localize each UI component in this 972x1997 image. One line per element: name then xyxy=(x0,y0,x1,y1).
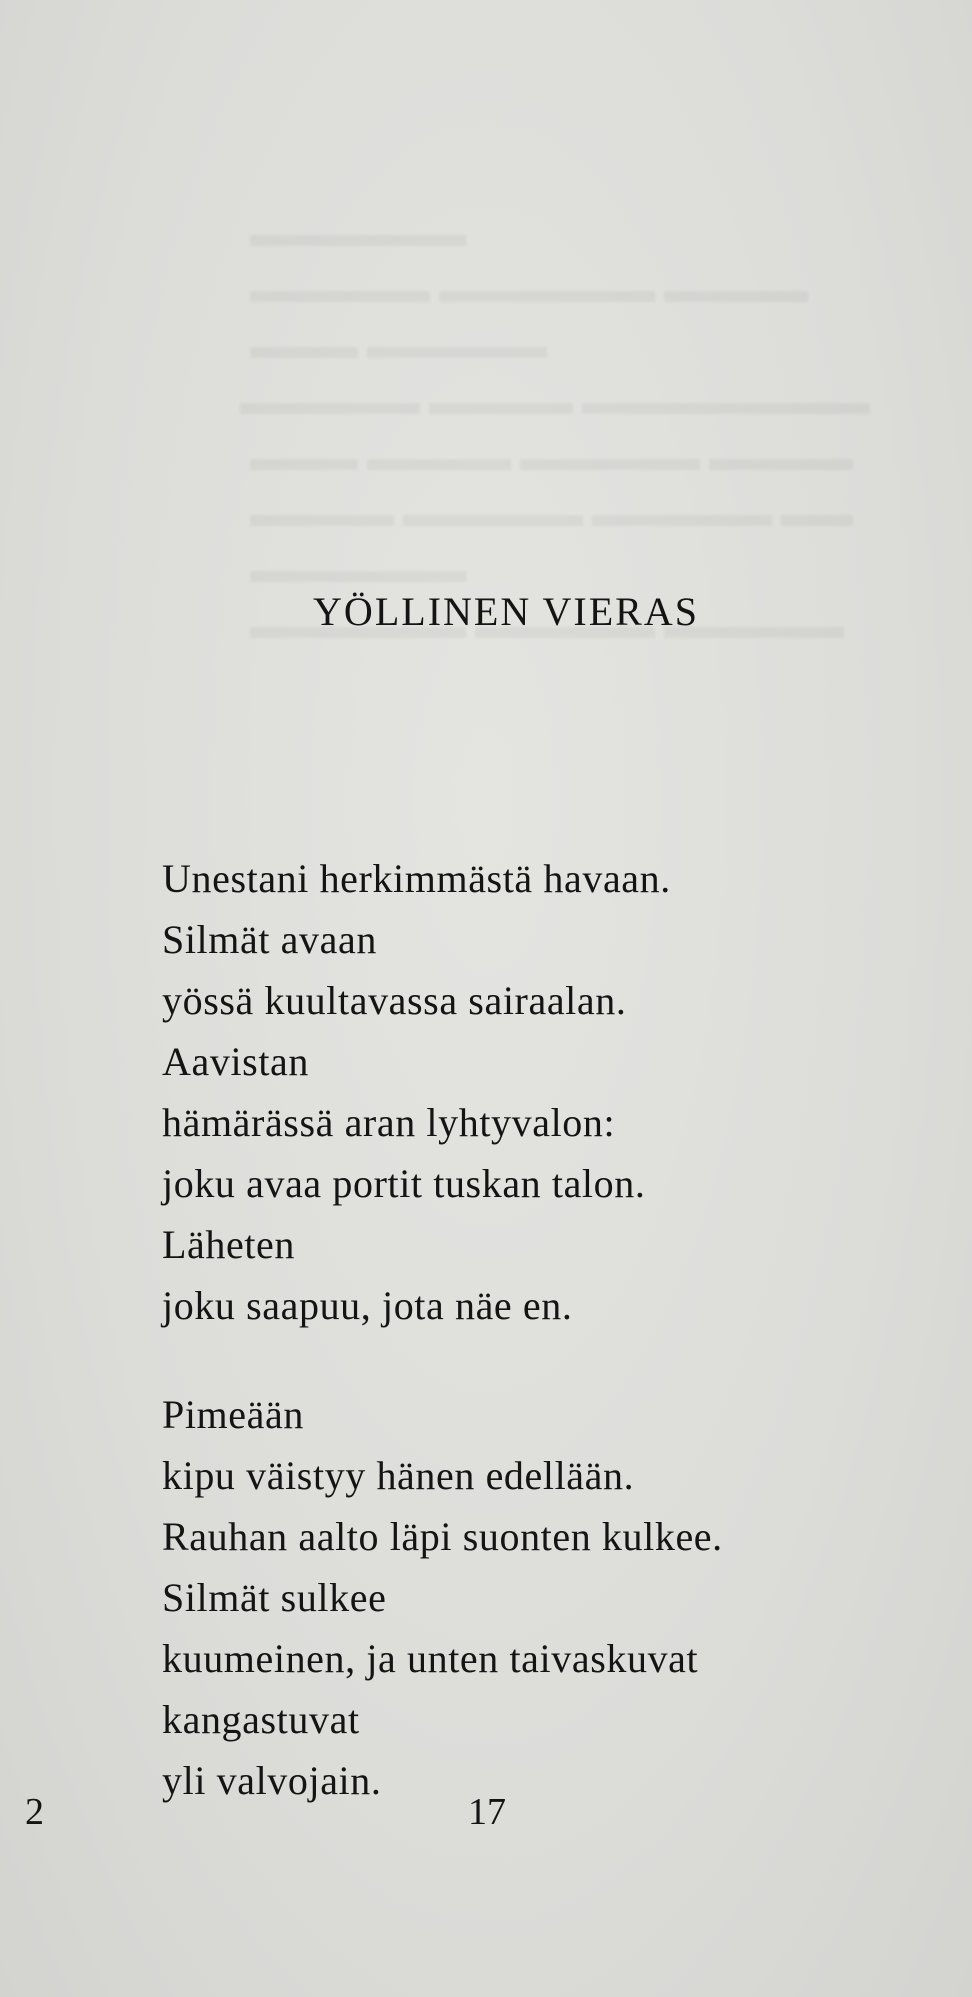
poem-line: joku avaa portit tuskan talon. xyxy=(162,1161,646,1206)
signature-mark: 2 xyxy=(25,1791,44,1833)
poem-line: Pimeään xyxy=(162,1392,304,1437)
poem-line: kuumeinen, ja unten taivaskuvat xyxy=(162,1636,699,1681)
poem-line: kipu väistyy hänen edellään. xyxy=(162,1453,635,1498)
stanza-2 xyxy=(162,1384,723,1811)
poem-line: Silmät sulkee xyxy=(162,1575,387,1620)
poem-line: kangastuvat xyxy=(162,1697,360,1742)
poem-line: yössä kuultavassa sairaalan. xyxy=(162,978,627,1023)
poem-line: yli valvojain. xyxy=(162,1758,382,1803)
poem-line: Läheten xyxy=(162,1222,296,1267)
poem-line: Silmät avaan xyxy=(162,917,377,962)
poem-line: Unestani herkimmästä havaan. xyxy=(162,856,671,901)
poem-line: hämärässä aran lyhtyvalon: xyxy=(162,1100,616,1145)
poem-title: YÖLLINEN VIERAS xyxy=(313,589,699,634)
poem-line: Aavistan xyxy=(162,1039,309,1084)
poem-line: Rauhan aalto läpi suonten kulkee. xyxy=(162,1514,723,1559)
poem-line: joku saapuu, jota näe en. xyxy=(162,1283,573,1328)
stanza-1 xyxy=(162,848,671,1336)
page-number: 17 xyxy=(468,1791,506,1833)
